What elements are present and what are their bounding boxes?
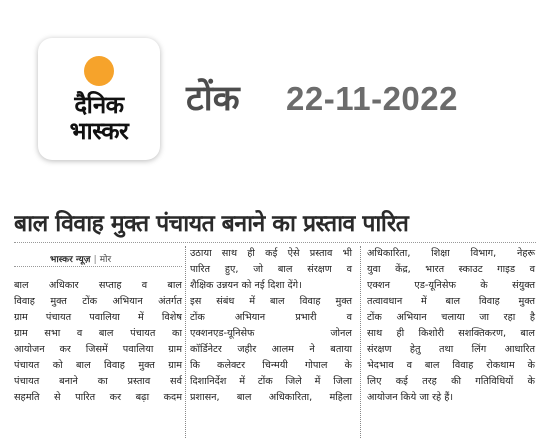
text-line: ग्राम पंचायत पवालिया में विशेष [14,312,182,323]
text-line: कॉर्डिनेटर जहीर आलम ने बताया [190,344,352,355]
column-divider [360,246,361,438]
text-line: सहमति से पारित कर बढ़ा कदम [14,392,182,403]
text-line: भेदभाव व बाल विवाह रोकथाम के [367,360,535,371]
text-line: ग्राम सभा व बाल पंचायत का [14,328,182,339]
text-line: इस संबंध में बाल विवाह मुक्त [190,296,352,307]
article-headline: बाल विवाह मुक्त पंचायत बनाने का प्रस्ताव पारित [14,211,409,237]
text-line: एक्शनएड-यूनिसेफ जोनल [190,328,352,339]
text-line: संरक्षण हेतु तथा लिंग आधारित [367,344,535,355]
publication-date: 22-11-2022 [286,80,458,117]
text-line: कि कलेक्टर चिन्मयी गोपाल के [190,360,352,371]
text-line: आयोजन किये जा रहे हैं। [367,392,454,403]
text-line: दिशानिर्देश में टोंक जिले में जिला [190,376,352,387]
text-line: विवाह मुक्त टोंक अभियान अंतर्गत [14,296,182,307]
column-divider [185,246,186,438]
text-line: उठाया साथ ही कई ऐसे प्रस्ताव भी [190,248,352,259]
byline-divider [14,266,182,267]
byline-place: मोर [99,255,112,265]
logo-text-line-1: दैनिक [74,91,124,119]
text-line: प्रशासन, बाल अधिकारिता, महिला [190,392,352,403]
logo-text-line-2: भास्कर [69,117,129,145]
article-column-2 [190,246,352,406]
text-line: साथ ही किशोरी सशक्तिकरण, बाल [367,328,535,339]
text-line: शैक्षिक उन्नयन को नई दिशा देंगे। [190,280,302,291]
dainik-bhaskar-logo [38,38,160,160]
sun-icon [84,56,114,86]
text-line: तत्वावधान में बाल विवाह मुक्त [367,296,535,307]
headline-divider [14,242,536,243]
article-column-1 [14,278,182,406]
article-byline [50,252,111,265]
text-line: एक्शन एड-यूनिसेफ के संयुक्त [367,280,535,291]
text-line: पंचायत बनाने का प्रस्ताव सर्व [14,376,182,387]
byline-separator: | [93,255,97,265]
text-line: बाल अधिकार सप्ताह व बाल [14,280,182,291]
text-line: लिए कई तरह की गतिविधियों के [367,376,535,387]
byline-source: भास्कर न्यूज़ [50,255,91,265]
text-line: टोंक अभियान प्रभारी व [190,312,352,323]
city-name: टोंक [186,79,240,119]
text-line: पारित हुए, जो बाल संरक्षण व [190,264,352,275]
text-line: युवा केंद्र, भारत स्काउट गाइड व [367,264,535,275]
text-line: टोंक अभियान चलाया जा रहा है [367,312,535,323]
article-column-3 [367,246,535,406]
text-line: पंचायत को बाल विवाह मुक्त ग्राम [14,360,182,371]
text-line: अधिकारिता, शिक्षा विभाग, नेहरू [367,248,535,259]
text-line: आयोजन कर जिसमें पवालिया ग्राम [14,344,182,355]
